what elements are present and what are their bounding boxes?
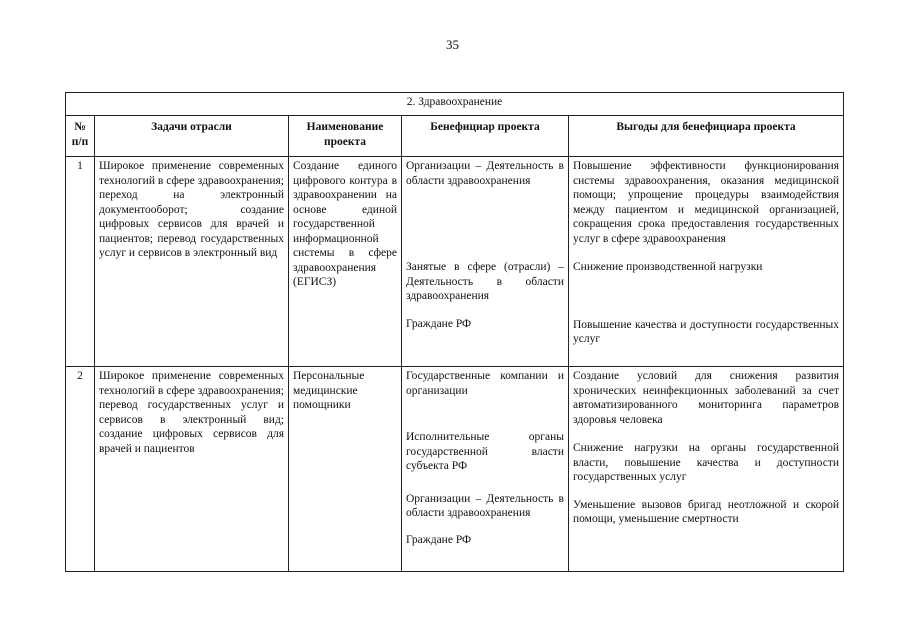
section-title: 2. Здравоохранение <box>66 93 844 116</box>
row-benefits <box>569 367 844 572</box>
header-project-name: Наименование проекта <box>289 116 402 157</box>
row-number: 1 <box>66 157 95 367</box>
row-project: Персональные медицинские помощники <box>289 367 402 572</box>
beneficiary-item: Граждане РФ <box>406 533 472 546</box>
benefit-item: Снижение нагрузки на органы государственной власти, повышение качества и доступности государственных услуг <box>573 442 839 483</box>
beneficiary-item: Занятые в сфере (отрасли) – Деятельность в области здравоохранения <box>406 261 564 302</box>
row-beneficiaries <box>402 157 569 367</box>
row-tasks: Широкое применение современных технологий в сфере здравоохранения; переход на электронный документооборот; создание цифровых сервисов для врачей и пациентов; перевод государственных услуг и сервисов в электронный вид <box>95 157 289 367</box>
beneficiary-item: Государственные компании и организации <box>406 370 564 397</box>
header-num: № п/п <box>66 116 95 157</box>
healthcare-table <box>65 92 844 572</box>
benefit-item: Уменьшение вызовов бригад неотложной и скорой помощи, уменьшение смертности <box>573 498 839 525</box>
table-row <box>66 367 844 572</box>
header-benefits: Выгоды для бенефициара проекта <box>569 116 844 157</box>
benefit-item: Повышение эффективности функционирования системы здравоохранения, оказания медицинской помощи; упрощение процедуры взаимодействия между пациентом и медицинской организацией, сокращения срока предоставления государственных услуг в сфере здравоохранения <box>573 160 839 245</box>
benefit-item: Снижение производственной нагрузки <box>573 261 763 273</box>
row-project: Создание единого цифрового контура в здравоохранении на основе единой государственной информационной системы в сфере здравоохранения (ЕГИСЗ) <box>289 157 402 367</box>
benefit-item: Повышение качества и доступности государственных услуг <box>573 318 839 345</box>
row-tasks: Широкое применение современных технологий в сфере здравоохранения; перевод государственных услуг и сервисов в электронный вид; создание цифровых сервисов для врачей и пациентов <box>95 367 289 572</box>
header-tasks: Задачи отрасли <box>95 116 289 157</box>
row-benefits <box>569 157 844 367</box>
row-beneficiaries <box>402 367 569 572</box>
beneficiary-item: Граждане РФ <box>406 317 472 330</box>
table-row <box>66 157 844 367</box>
benefit-item: Создание условий для снижения развития хронических неинфекционных заболеваний за счет автоматизированного мониторинга параметров здоровья человека <box>573 370 839 426</box>
beneficiary-item: Организации – Деятельность в области здравоохранения <box>406 492 564 519</box>
row-number: 2 <box>66 367 95 572</box>
beneficiary-item: Исполнительные органы государственной власти субъекта РФ <box>406 431 564 472</box>
page-number: 35 <box>446 37 459 52</box>
header-beneficiary: Бенефициар проекта <box>402 116 569 157</box>
beneficiary-item: Организации – Деятельность в области здравоохранения <box>406 160 564 187</box>
